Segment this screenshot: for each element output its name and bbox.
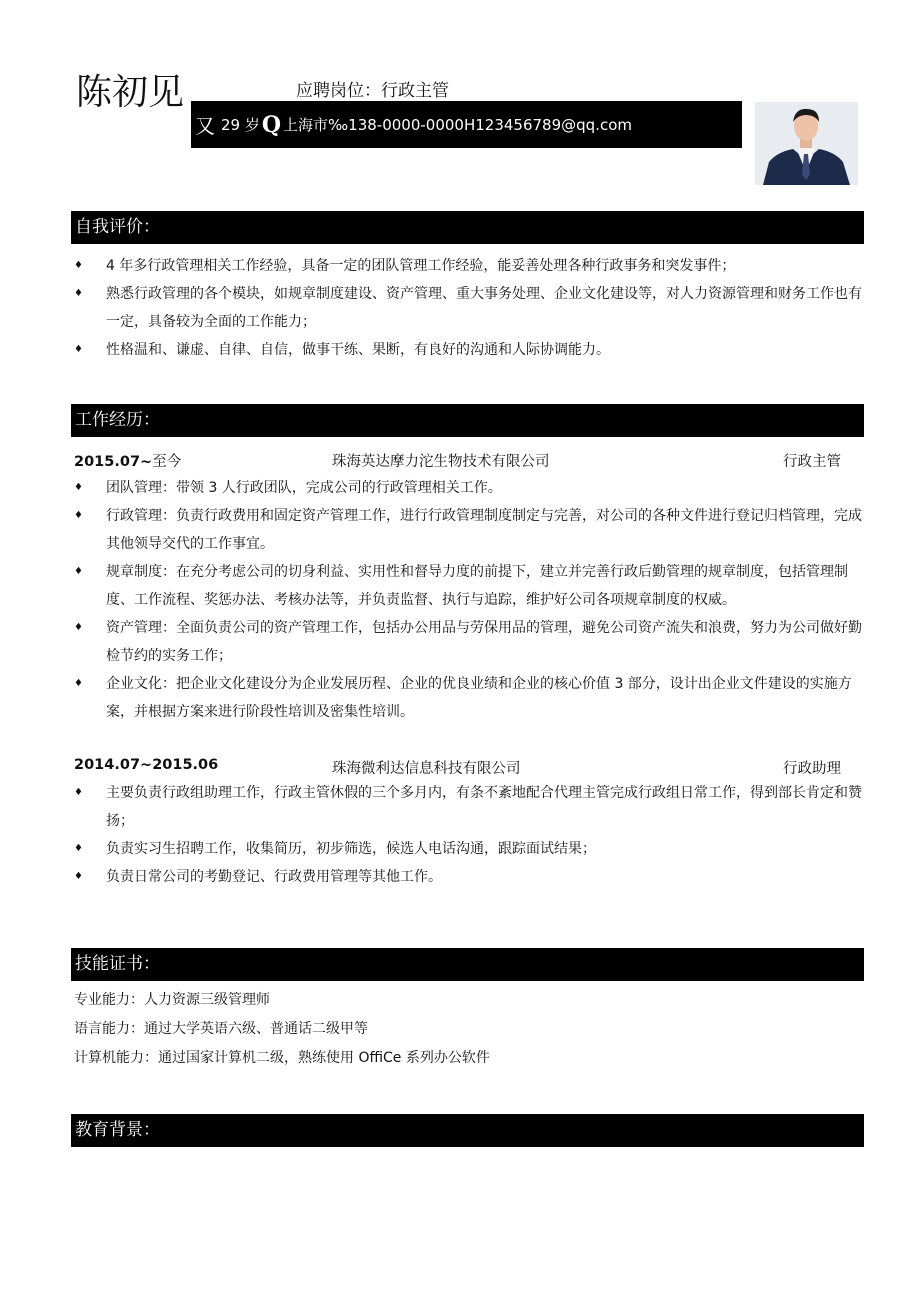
bullet-icon: ♦ — [74, 510, 83, 521]
list-item: ♦ 负责实习生招聘工作，收集简历，初步筛选，候选人电话沟通，跟踪面试结果； — [74, 835, 866, 863]
contact-info-bar — [191, 101, 742, 148]
list-item: ♦ 4 年多行政管理相关工作经验，具备一定的团队管理工作经验，能妥善处理各种行政事务和突发事件； — [74, 252, 866, 280]
list-item: ♦ 行政管理：负责行政费用和固定资产管理工作，进行行政管理制度制定与完善，对公司的各种文件进行登记归档管理，完成其他领导交代的工作事宜。 — [74, 502, 866, 558]
section-skills-header: 技能证书： — [71, 948, 864, 981]
list-item: ♦ 企业文化：把企业文化建设分为企业发展历程、企业的优良业绩和企业的核心价值 3 部分，设计出企业文件建设的实施方案，并根据方案来进行阶段性培训及密集性培训。 — [74, 670, 866, 726]
list-item: ♦ 资产管理：全面负责公司的资产管理工作，包括办公用品与劳保用品的管理，避免公司资产流失和浪费，努力为公司做好勤检节约的实务工作； — [74, 614, 866, 670]
candidate-name: 陈初见 — [76, 72, 185, 113]
list-item: ♦ 性格温和、谦虚、自律、自信，做事干练、果断，有良好的沟通和人际协调能力。 — [74, 336, 866, 364]
list-item: ♦ 负责日常公司的考勤登记、行政费用管理等其他工作。 — [74, 863, 866, 891]
job-header — [74, 450, 864, 472]
age-text: 29 岁 — [221, 116, 260, 134]
skills-list — [74, 986, 490, 1073]
list-item: ♦ 规章制度：在充分考虑公司的切身利益、实用性和督导力度的前提下，建立并完善行政后勤管理的规章制度，包括管理制度、工作流程、奖惩办法、考核办法等，并负责监督、执行与追踪，维护好公司各项规章制度的权威。 — [74, 558, 866, 614]
bullet-icon: ♦ — [74, 678, 83, 689]
list-item: ♦ 团队管理：带领 3 人行政团队，完成公司的行政管理相关工作。 — [74, 474, 866, 502]
bullet-icon: ♦ — [74, 260, 83, 271]
job-header — [74, 757, 864, 779]
list-item: ♦ 熟悉行政管理的各个模块，如规章制度建设、资产管理、重大事务处理、企业文化建设等，对人力资源管理和财务工作也有一定，具备较为全面的工作能力； — [74, 280, 866, 336]
section-work-header: 工作经历： — [71, 404, 864, 437]
section-self-eval-header: 自我评价： — [71, 211, 864, 244]
bullet-icon: ♦ — [74, 566, 83, 577]
contact-text: 上海市‰138-0000-0000H123456789@qq.com — [283, 116, 632, 134]
bullet-icon: ♦ — [74, 871, 83, 882]
bullet-icon: ♦ — [74, 288, 83, 299]
job-date: 2014.07~2015.06 — [74, 757, 219, 773]
list-item: 语言能力：通过大学英语六级、普通话二级甲等 — [74, 1021, 368, 1037]
bullet-icon: ♦ — [74, 843, 83, 854]
gender-icon: 又 — [195, 114, 215, 138]
list-item: ♦ 主要负责行政组助理工作，行政主管休假的三个多月内，有条不紊地配合代理主管完成行政组日常工作，得到部长肯定和赞扬； — [74, 779, 866, 835]
job-title: 行政主管 — [783, 454, 841, 470]
applied-position: 应聘岗位：行政主管 — [296, 81, 449, 101]
self-eval-list — [74, 252, 866, 364]
bullet-icon: ♦ — [74, 344, 83, 355]
bullet-icon: ♦ — [74, 787, 83, 798]
job-company: 珠海微利达信息科技有限公司 — [332, 761, 521, 777]
location-icon: Q — [261, 111, 282, 138]
job-duties-list — [74, 779, 866, 891]
job-title: 行政助理 — [783, 761, 841, 777]
list-item: 专业能力：人力资源三级管理师 — [74, 992, 270, 1008]
job-company: 珠海英达摩力沱生物技术有限公司 — [332, 454, 550, 470]
job-date: 2015.07~至今 — [74, 454, 182, 470]
list-item: 计算机能力：通过国家计算机二级，熟练使用 OffiCe 系列办公软件 — [74, 1050, 490, 1066]
bullet-icon: ♦ — [74, 482, 83, 493]
bullet-icon: ♦ — [74, 622, 83, 633]
portrait-photo-icon — [755, 102, 858, 185]
section-education-header: 教育背景： — [71, 1114, 864, 1147]
job-duties-list — [74, 474, 866, 726]
